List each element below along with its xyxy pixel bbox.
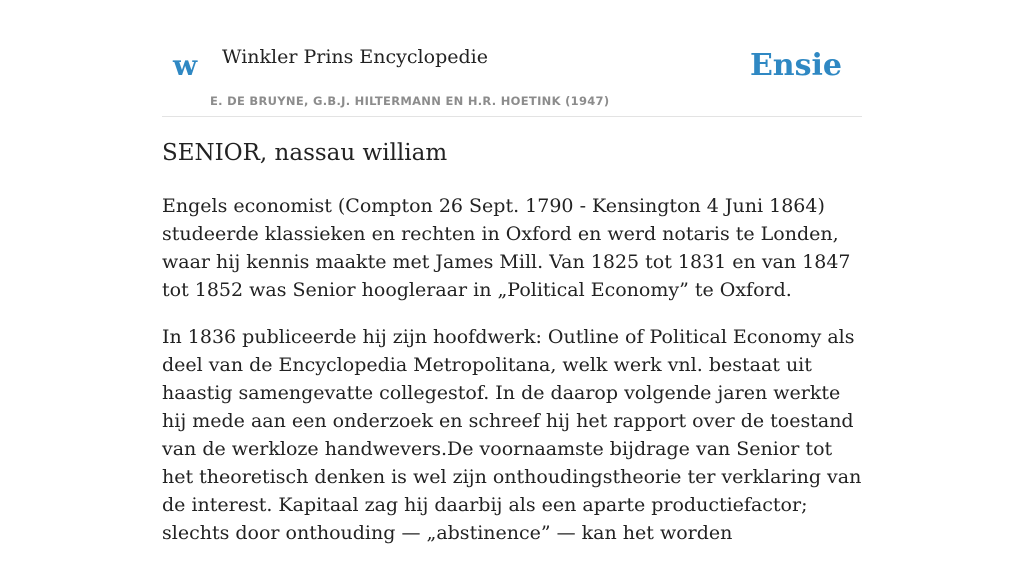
article-paragraph: In 1836 publiceerde hij zijn hoofdwerk: Outline of Political Economy als deel van de Encyclopedia Metropolitana, welk werk vnl. bestaat uit haastig samengevatte collegestof. In de daarop volgende jaren werkte hij mede aan een onderzoek en schreef hij het rapport over de toestand van de werkloze handwevers.De voornaamste bijdrage van Senior tot het theoretisch denken is wel zijn onthoudingstheorie ter verklaring van de interest. Kapitaal zag hij daarbij als een aparte productiefactor; slechts door onthouding — „abstinence” — kan het worden <box>162 326 862 544</box>
entry-title: SENIOR, nassau william <box>162 140 448 166</box>
ensie-logo[interactable]: Ensie <box>749 48 842 83</box>
site-header <box>162 0 862 117</box>
winkler-prins-logo[interactable]: w <box>173 49 198 82</box>
book-authors: E. DE BRUYNE, G.B.J. HILTERMANN EN H.R. HOETINK (1947) <box>210 94 610 108</box>
article-body <box>162 192 862 566</box>
article-paragraph: Engels economist (Compton 26 Sept. 1790 - Kensington 4 Juni 1864) studeerde klassieken en rechten in Oxford en werd notaris te Londen, waar hij kennis maakte met James Mill. Van 1825 tot 1831 en van 1847 tot 1852 was Senior hoogleraar in „Political Economy” te Oxford. <box>162 195 851 301</box>
book-title[interactable]: Winkler Prins Encyclopedie <box>222 46 488 68</box>
